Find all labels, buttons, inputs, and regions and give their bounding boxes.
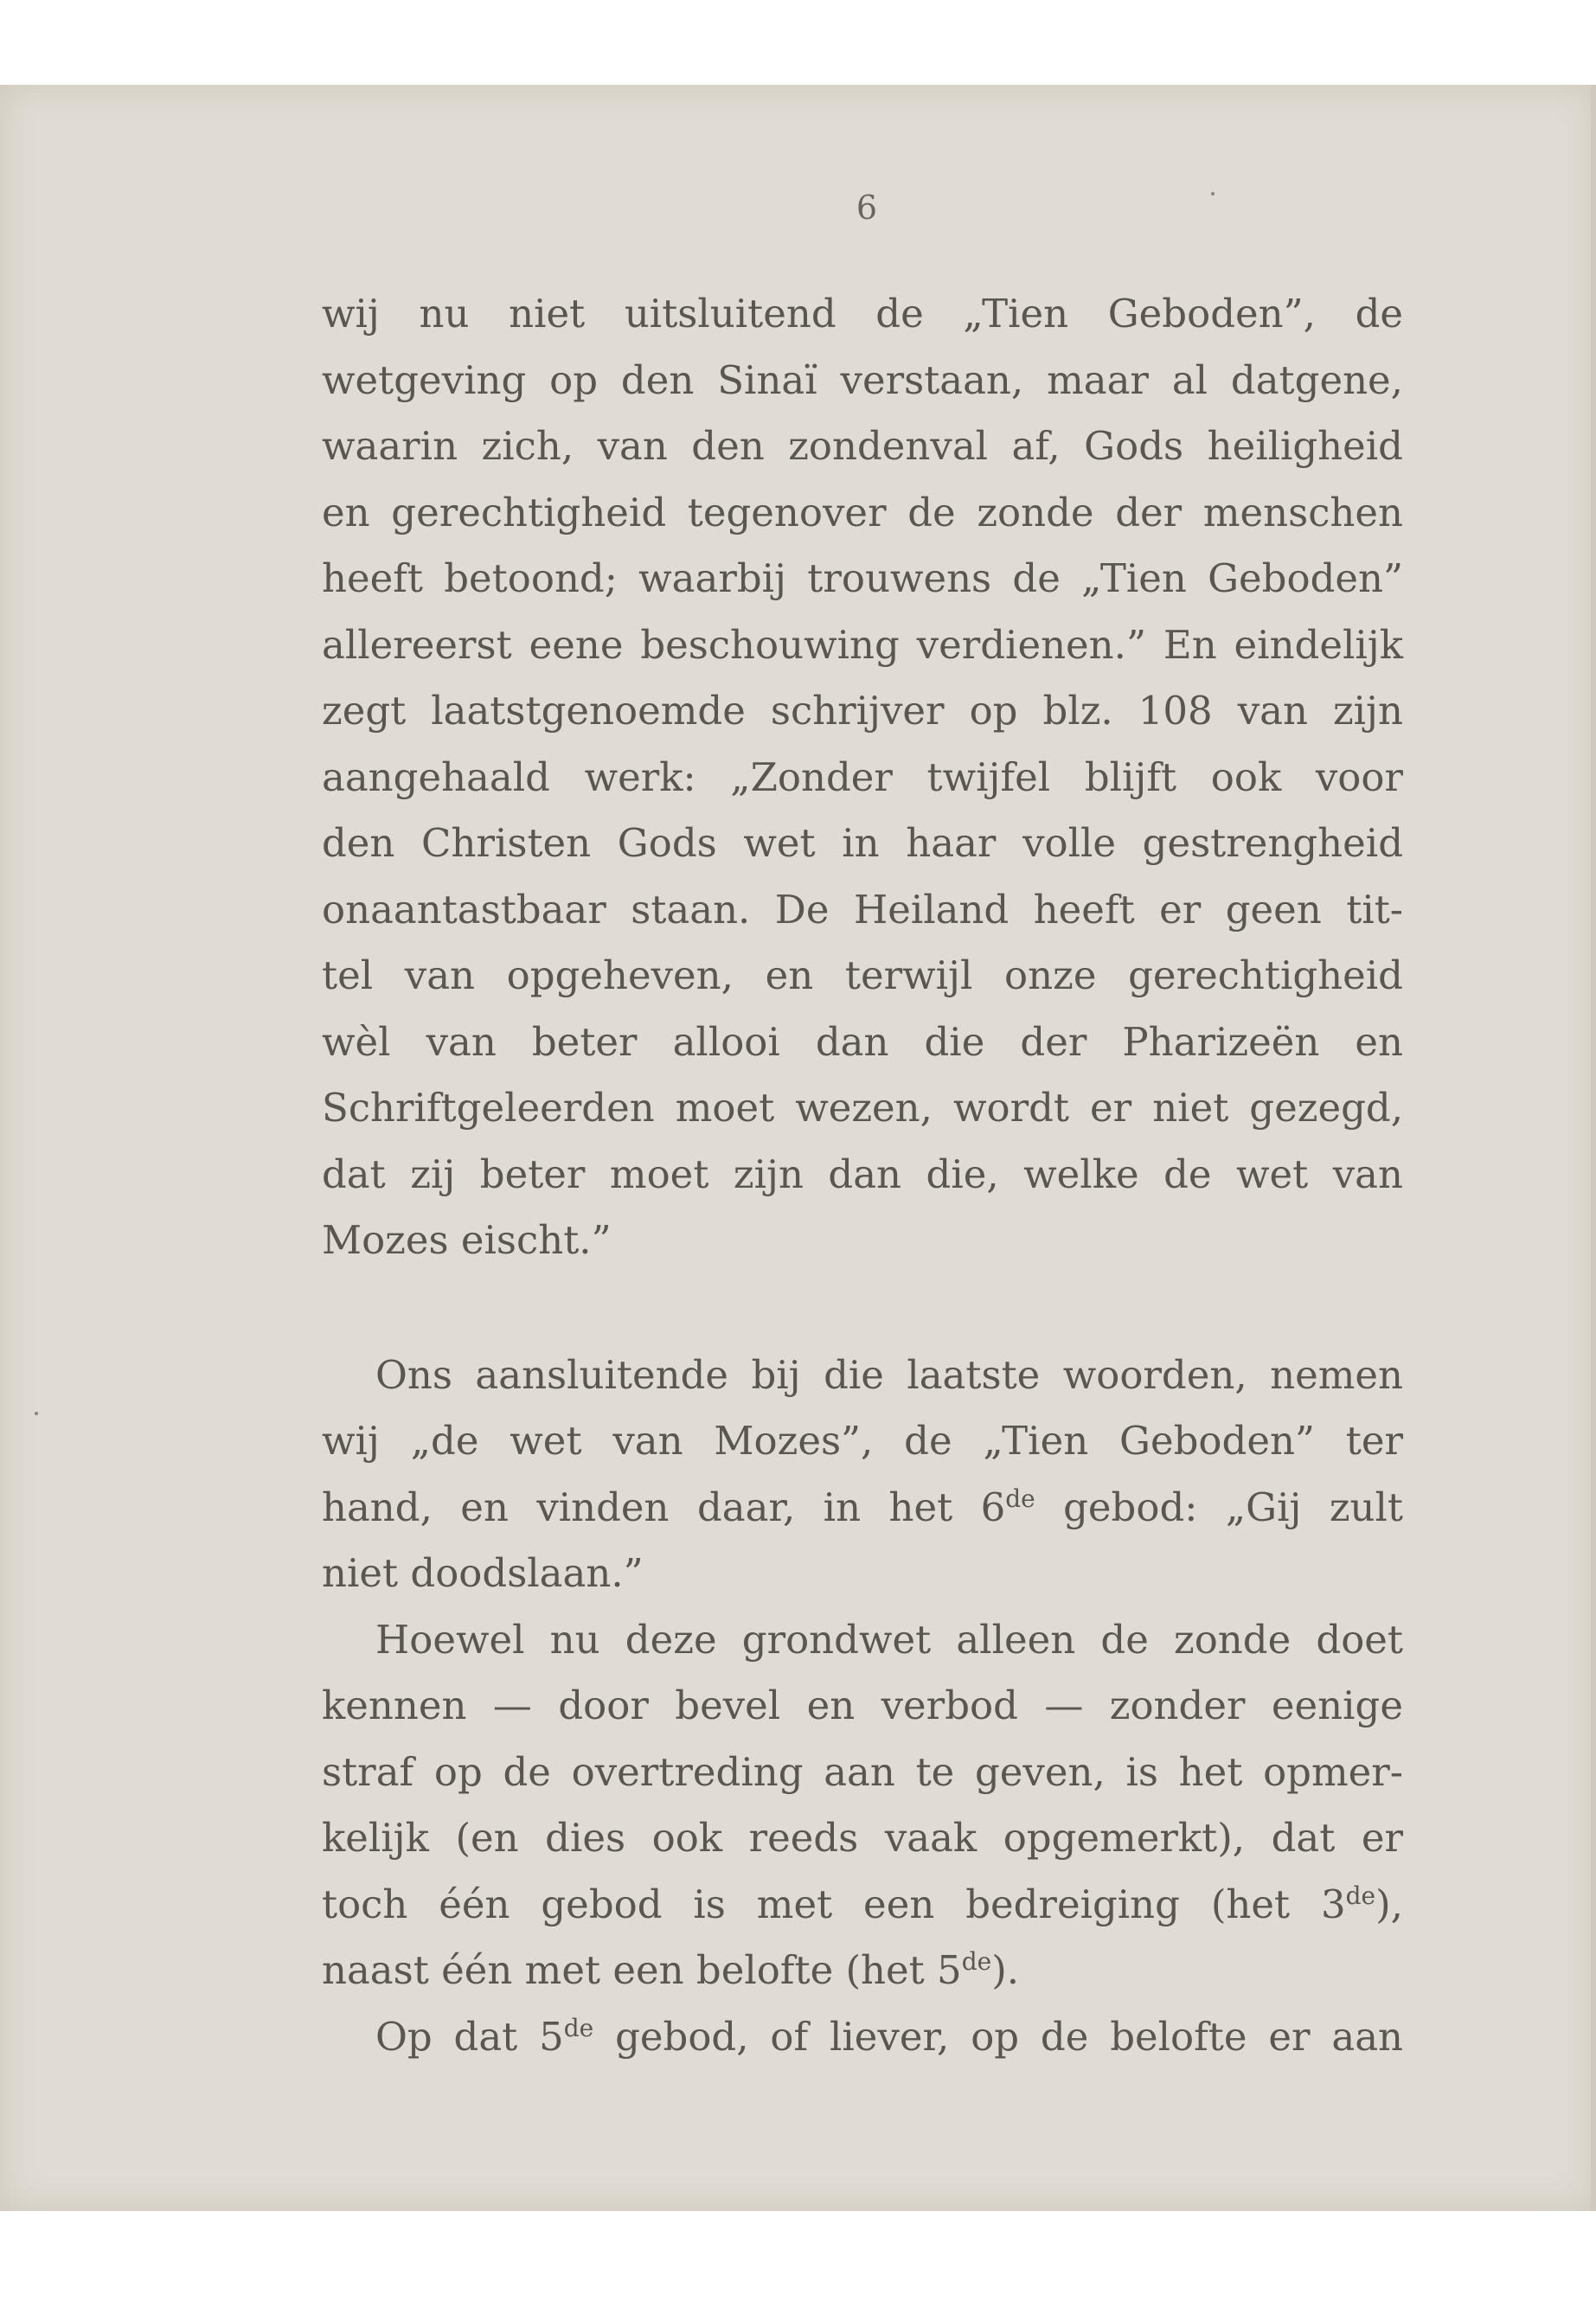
text-fragment: gebod: „Gij zult: [1035, 1484, 1403, 1530]
text-line: den Christen Gods wet in haar volle gestrengheid: [322, 820, 1403, 866]
text-fragment: gebod, of liever, op de belofte er aan: [593, 2013, 1403, 2060]
text-line: straf op de overtreding aan te geven, is het opmer-: [322, 1748, 1403, 1795]
page-number: 6: [856, 189, 878, 227]
text-line: tel van opgeheven, en terwijl onze gerechtigheid: [322, 952, 1403, 998]
text-line: wij nu niet uitsluitend de „Tien Geboden”, de: [322, 291, 1403, 336]
paper-speck: [1211, 192, 1215, 195]
text-line: [322, 2004, 1403, 2071]
text-line: Schriftgeleerden moet wezen, wordt er niet gezegd,: [322, 1085, 1403, 1131]
page-edge: [1591, 85, 1596, 2211]
text-line: heeft betoond; waarbij trouwens de „Tien Geboden”: [322, 555, 1403, 601]
text-line: wetgeving op den Sinaï verstaan, maar al datgene,: [322, 356, 1403, 403]
text-line: [322, 1475, 1403, 1541]
text-fragment: Op dat 5: [375, 2013, 564, 2060]
ordinal-superscript: de: [1345, 1881, 1376, 1910]
text-line: wèl van beter allooi dan die der Pharizeën en: [322, 1018, 1403, 1065]
ordinal-superscript: de: [1005, 1484, 1035, 1513]
paragraph-gap: [322, 1274, 1403, 1343]
text-line: kennen — door bevel en verbod — zonder eenige: [322, 1682, 1403, 1728]
text-line: aangehaald werk: „Zonder twijfel blijft ook voor: [322, 753, 1403, 800]
text-line: waarin zich, van den zondenval af, Gods heiligheid: [322, 423, 1403, 469]
text-fragment: hand, en vinden daar, in het 6: [322, 1484, 1006, 1530]
text-line: dat zij beter moet zijn dan die, welke de wet van: [322, 1150, 1403, 1197]
text-fragment: ),: [1375, 1881, 1403, 1927]
text-line: wij „de wet van Mozes”, de „Tien Geboden” ter: [322, 1418, 1403, 1464]
text-line: Ons aansluitende bij die laatste woorden, nemen: [375, 1351, 1403, 1398]
text-line: niet doodslaan.”: [322, 1550, 644, 1596]
text-line: kelijk (en dies ook reeds vaak opgemerkt), dat er: [322, 1815, 1403, 1861]
paper-speck: [35, 1412, 38, 1415]
body-text: [322, 281, 1403, 2070]
ordinal-superscript: de: [563, 2013, 594, 2042]
text-fragment: toch één gebod is met een bedreiging (het 3: [322, 1881, 1346, 1927]
text-line: [322, 1872, 1403, 1939]
text-fragment: naast één met een belofte (het 5: [322, 1947, 962, 1993]
text-line: [322, 1938, 1403, 2004]
text-line: allereerst eene beschouwing verdienen.” En eindelijk: [322, 621, 1403, 668]
text-line: Mozes eischt.”: [322, 1217, 612, 1263]
text-fragment: ).: [991, 1947, 1020, 1993]
ordinal-superscript: de: [961, 1947, 992, 1976]
text-line: Hoewel nu deze grondwet alleen de zonde doet: [375, 1616, 1403, 1663]
text-line: onaantastbaar staan. De Heiland heeft er geen tit-: [322, 886, 1403, 933]
text-line: zegt laatstgenoemde schrijver op blz. 108 van zijn: [322, 688, 1403, 734]
text-line: en gerechtigheid tegenover de zonde der menschen: [322, 489, 1403, 535]
